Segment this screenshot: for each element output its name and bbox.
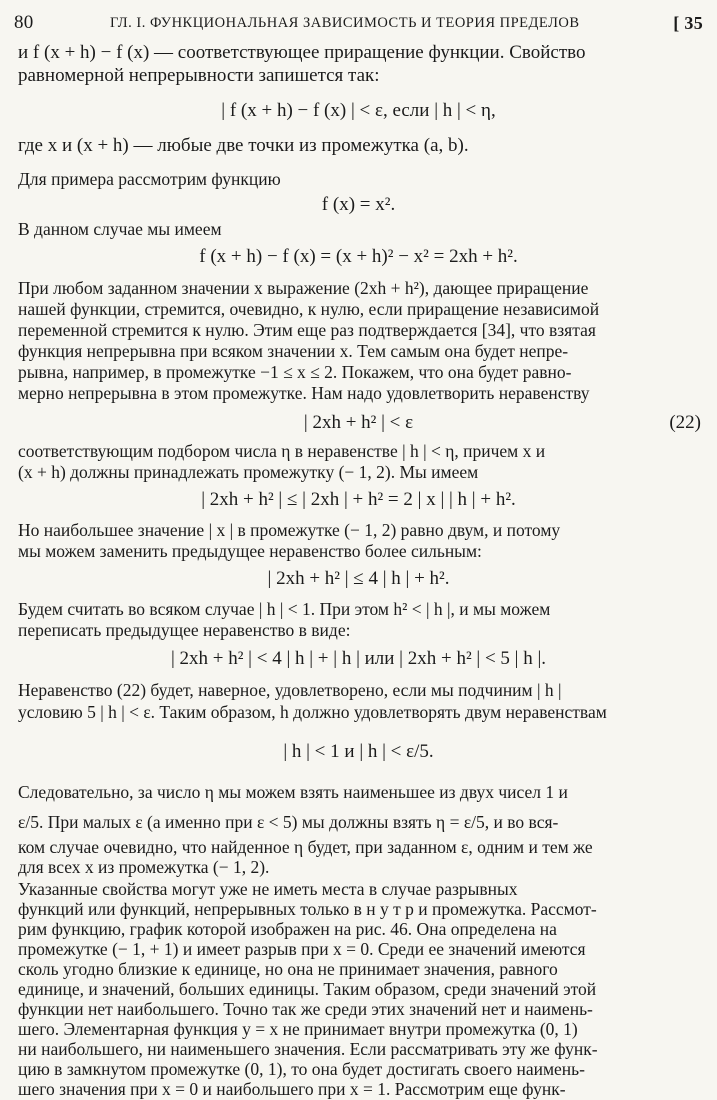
text-line: функция непрерывна при всяком значении x. Тем самым она будет непре- [18,341,569,361]
text-line: Указанные свойства могут уже не иметь места в случае разрывных [18,879,518,899]
text-line: рывна, например, в промежутке −1 ≤ x ≤ 2. Покажем, что она будет равно- [18,362,572,382]
text-line: переменной стремится к нулю. Этим еще раз подтверждается [34], что взятая [18,320,596,340]
text-line: ни наибольшего, ни наименьшего значения. Если рассматривать эту же функ- [18,1039,598,1059]
text-line: При любом заданном значении x выражение (2xh + h²), дающее приращение [18,278,589,298]
text-line: | h | < 1 и | h | < ε/5. [283,741,434,762]
text-line: Следовательно, за число η мы можем взять наименьшее из двух чисел 1 и [18,782,568,802]
text-line: | f (x + h) − f (x) | < ε, если | h | < η, [221,100,496,121]
text-line: Неравенство (22) будет, наверное, удовлетворено, если мы подчиним | h | [18,680,562,700]
text-line: f (x + h) − f (x) = (x + h)² − x² = 2xh + h². [199,246,518,267]
text-line: рим функцию, график которой изображен на рис. 46. Она определена на [18,919,557,939]
text-line: для всех x из промежутка (− 1, 2). [18,857,270,877]
text-line: нашей функции, стремится, очевидно, к нулю, если приращение независимой [18,299,600,319]
text-line: (x + h) должны принадлежать промежутку (− 1, 2). Мы имеем [18,462,479,482]
text-line: шего значения при x = 0 и наибольшего при x = 1. Рассмотрим еще функ- [18,1079,566,1099]
text-line: ком случае очевидно, что найденное η будет, при заданном ε, одним и тем же [18,837,593,857]
text-line: функции нет наибольшего. Точно так же среди этих значений нет и наимень- [18,999,593,1019]
text-line: | 2xh + h² | ≤ 4 | h | + h². [267,568,450,589]
text-line: Для примера рассмотрим функцию [18,169,281,189]
text-line: переписать предыдущее неравенство в виде: [18,620,351,640]
text-line: цию в замкнутом промежутке (0, 1), то она будет достигать своего наимень- [18,1059,585,1079]
text-line: где x и (x + h) — любые две точки из промежутка (a, b). [18,135,469,156]
text-line: ε/5. При малых ε (а именно при ε < 5) мы должны взять η = ε/5, и во вся- [18,812,559,832]
text-line: условию 5 | h | < ε. Таким образом, h должно удовлетворять двум неравенствам [18,702,607,722]
text-line: мы можем заменить предыдущее неравенство более сильным: [18,541,482,561]
text-line: Но наибольшее значение | x | в промежутке (− 1, 2) равно двум, и потому [18,520,561,540]
text-line: | 2xh + h² | < 4 | h | + | h | или | 2xh + h² | < 5 | h |. [170,648,547,669]
text-line: равномерной непрерывности запишется так: [18,65,380,86]
text-line: шего. Элементарная функция y = x не принимает внутри промежутка (0, 1) [18,1019,578,1039]
text-line: функций или функций, непрерывных только в н у т р и промежутка. Рассмот- [18,899,597,919]
text-line: единице, и значений, больших единицы. Таким образом, среди значений этой [18,979,597,999]
text-line: и f (x + h) − f (x) — соответствующее приращение функции. Свойство [18,42,586,63]
text-line: | 2xh + h² | ≤ | 2xh | + h² = 2 | x | | h | + h². [201,489,516,510]
text-line: соответствующим подбором числа η в неравенстве | h | < η, причем x и [18,441,546,461]
text-line: В данном случае мы имеем [18,219,222,239]
running-title: ГЛ. I. ФУНКЦИОНАЛЬНАЯ ЗАВИСИМОСТЬ И ТЕОРИЯ ПРЕДЕЛОВ [110,15,580,31]
text-line: мерно непрерывна в этом промежутке. Нам надо удовлетворить неравенству [18,383,590,403]
running-header [14,8,703,34]
equation-number: (22) [669,412,701,433]
page-number: 80 [14,12,34,33]
text-line: Будем считать во всяком случае | h | < 1. При этом h² < | h |, и мы можем [18,599,551,619]
text-line: промежутке (− 1, + 1) и имеет разрыв при x = 0. Среди ее значений имеются [18,939,586,959]
section-number: [ 35 [673,13,703,33]
text-line: | 2xh + h² | < ε [303,412,414,433]
text-line: сколь угодно близкие к единице, но она не принимает значения, равного [18,959,558,979]
text-line: f (x) = x². [321,194,396,215]
